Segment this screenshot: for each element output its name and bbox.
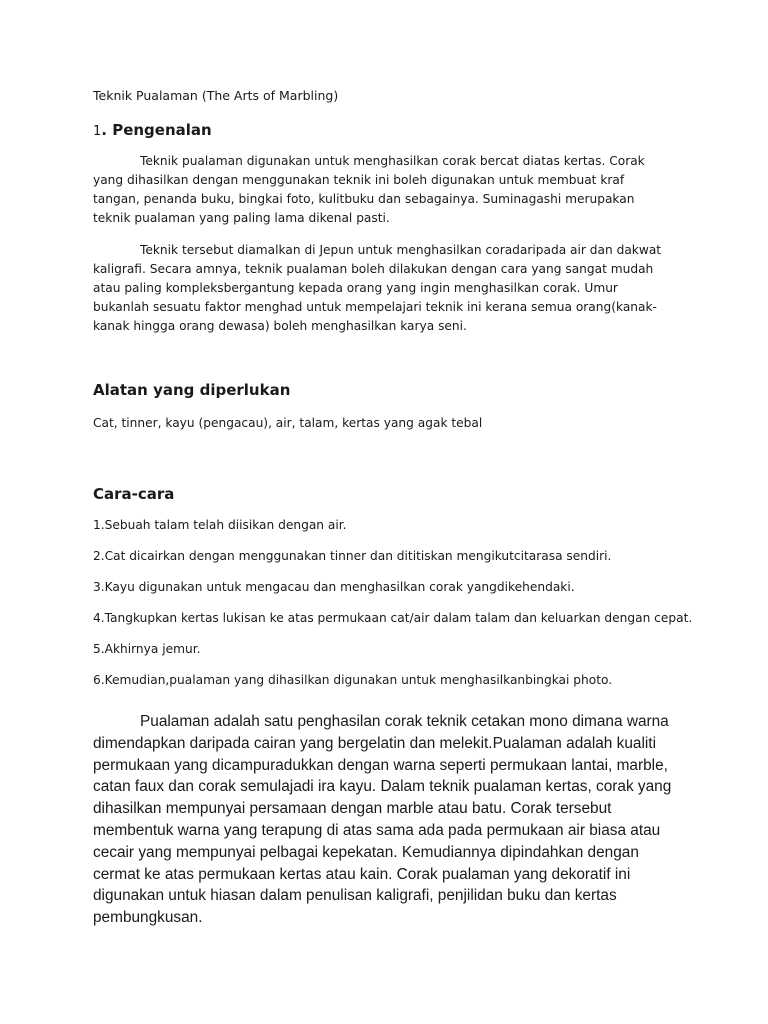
intro-heading-text: . Pengenalan — [101, 121, 212, 139]
tools-list-text: Cat, tinner, kayu (pengacau), air, talam, kertas yang agak tebal — [93, 416, 483, 430]
step-item: 4.Tangkupkan kertas lukisan ke atas permukaan cat/air dalam talam dan keluarkan dengan cepat. — [93, 611, 693, 625]
intro-paragraph-1: Teknik pualaman digunakan untuk menghasilkan corak bercat diatas kertas. Corak yang dihasilkan dengan menggunakan teknik ini boleh digunakan untuk membuat kraf tangan, penanda buku, bingkai foto, kulitbuku dan sebagainya. Suminagashi merupakan teknik pualaman yang paling lama dikenal pasti. — [93, 154, 645, 225]
intro-paragraph-2: Teknik tersebut diamalkan di Jepun untuk menghasilkan coradaripada air dan dakwat kaligrafi. Secara amnya, teknik pualaman boleh dilakukan dengan cara yang sangat mudah atau paling kompleksbergantung kepada orang yang ingin menghasilkan corak. Umur bukanlah sesuatu faktor menghad untuk mempelajari teknik ini kerana semua orang(kanak-kanak hingga orang dewasa) boleh menghasilkan karya seni. — [93, 243, 662, 333]
step-item: 1.Sebuah talam telah diisikan dengan air. — [93, 518, 347, 532]
document-title: Teknik Pualaman (The Arts of Marbling) — [93, 88, 339, 103]
steps-list — [93, 517, 692, 703]
tools-heading: Alatan yang diperlukan — [93, 381, 291, 399]
intro-heading — [93, 120, 212, 142]
step-item: 6.Kemudian,pualaman yang dihasilkan digunakan untuk menghasilkanbingkai photo. — [93, 673, 613, 687]
step-item: 5.Akhirnya jemur. — [93, 642, 201, 656]
closing-paragraph: Pualaman adalah satu penghasilan corak teknik cetakan mono dimana warna dimendapkan daripada cairan yang bergelatin dan melekit.Pualaman adalah kualiti permukaan yang dicampuradukkan dengan warna seperti permukaan lantai, marble, catan faux dan corak semulajadi ira kayu. Dalam teknik pualaman kertas, corak yang dihasilkan mempunyai persamaan dengan marble atau batu. Corak tersebut membentuk warna yang terapung di atas sama ada pada permukaan air biasa atau cecair yang mempunyai pelbagai kepekatan. Kemudiannya dipindahkan dengan cermat ke atas permukaan kertas atau kain. Corak pualaman yang dekoratif ini digunakan untuk hiasan dalam penulisan kaligrafi, penjilidan buku dan kertas pembungkusan. — [93, 713, 672, 927]
step-item: 3.Kayu digunakan untuk mengacau dan menghasilkan corak yangdikehendaki. — [93, 580, 575, 594]
step-item: 2.Cat dicairkan dengan menggunakan tinner dan dititiskan mengikutcitarasa sendiri. — [93, 549, 612, 563]
intro-heading-number: 1 — [93, 124, 102, 139]
steps-heading: Cara-cara — [93, 485, 175, 503]
